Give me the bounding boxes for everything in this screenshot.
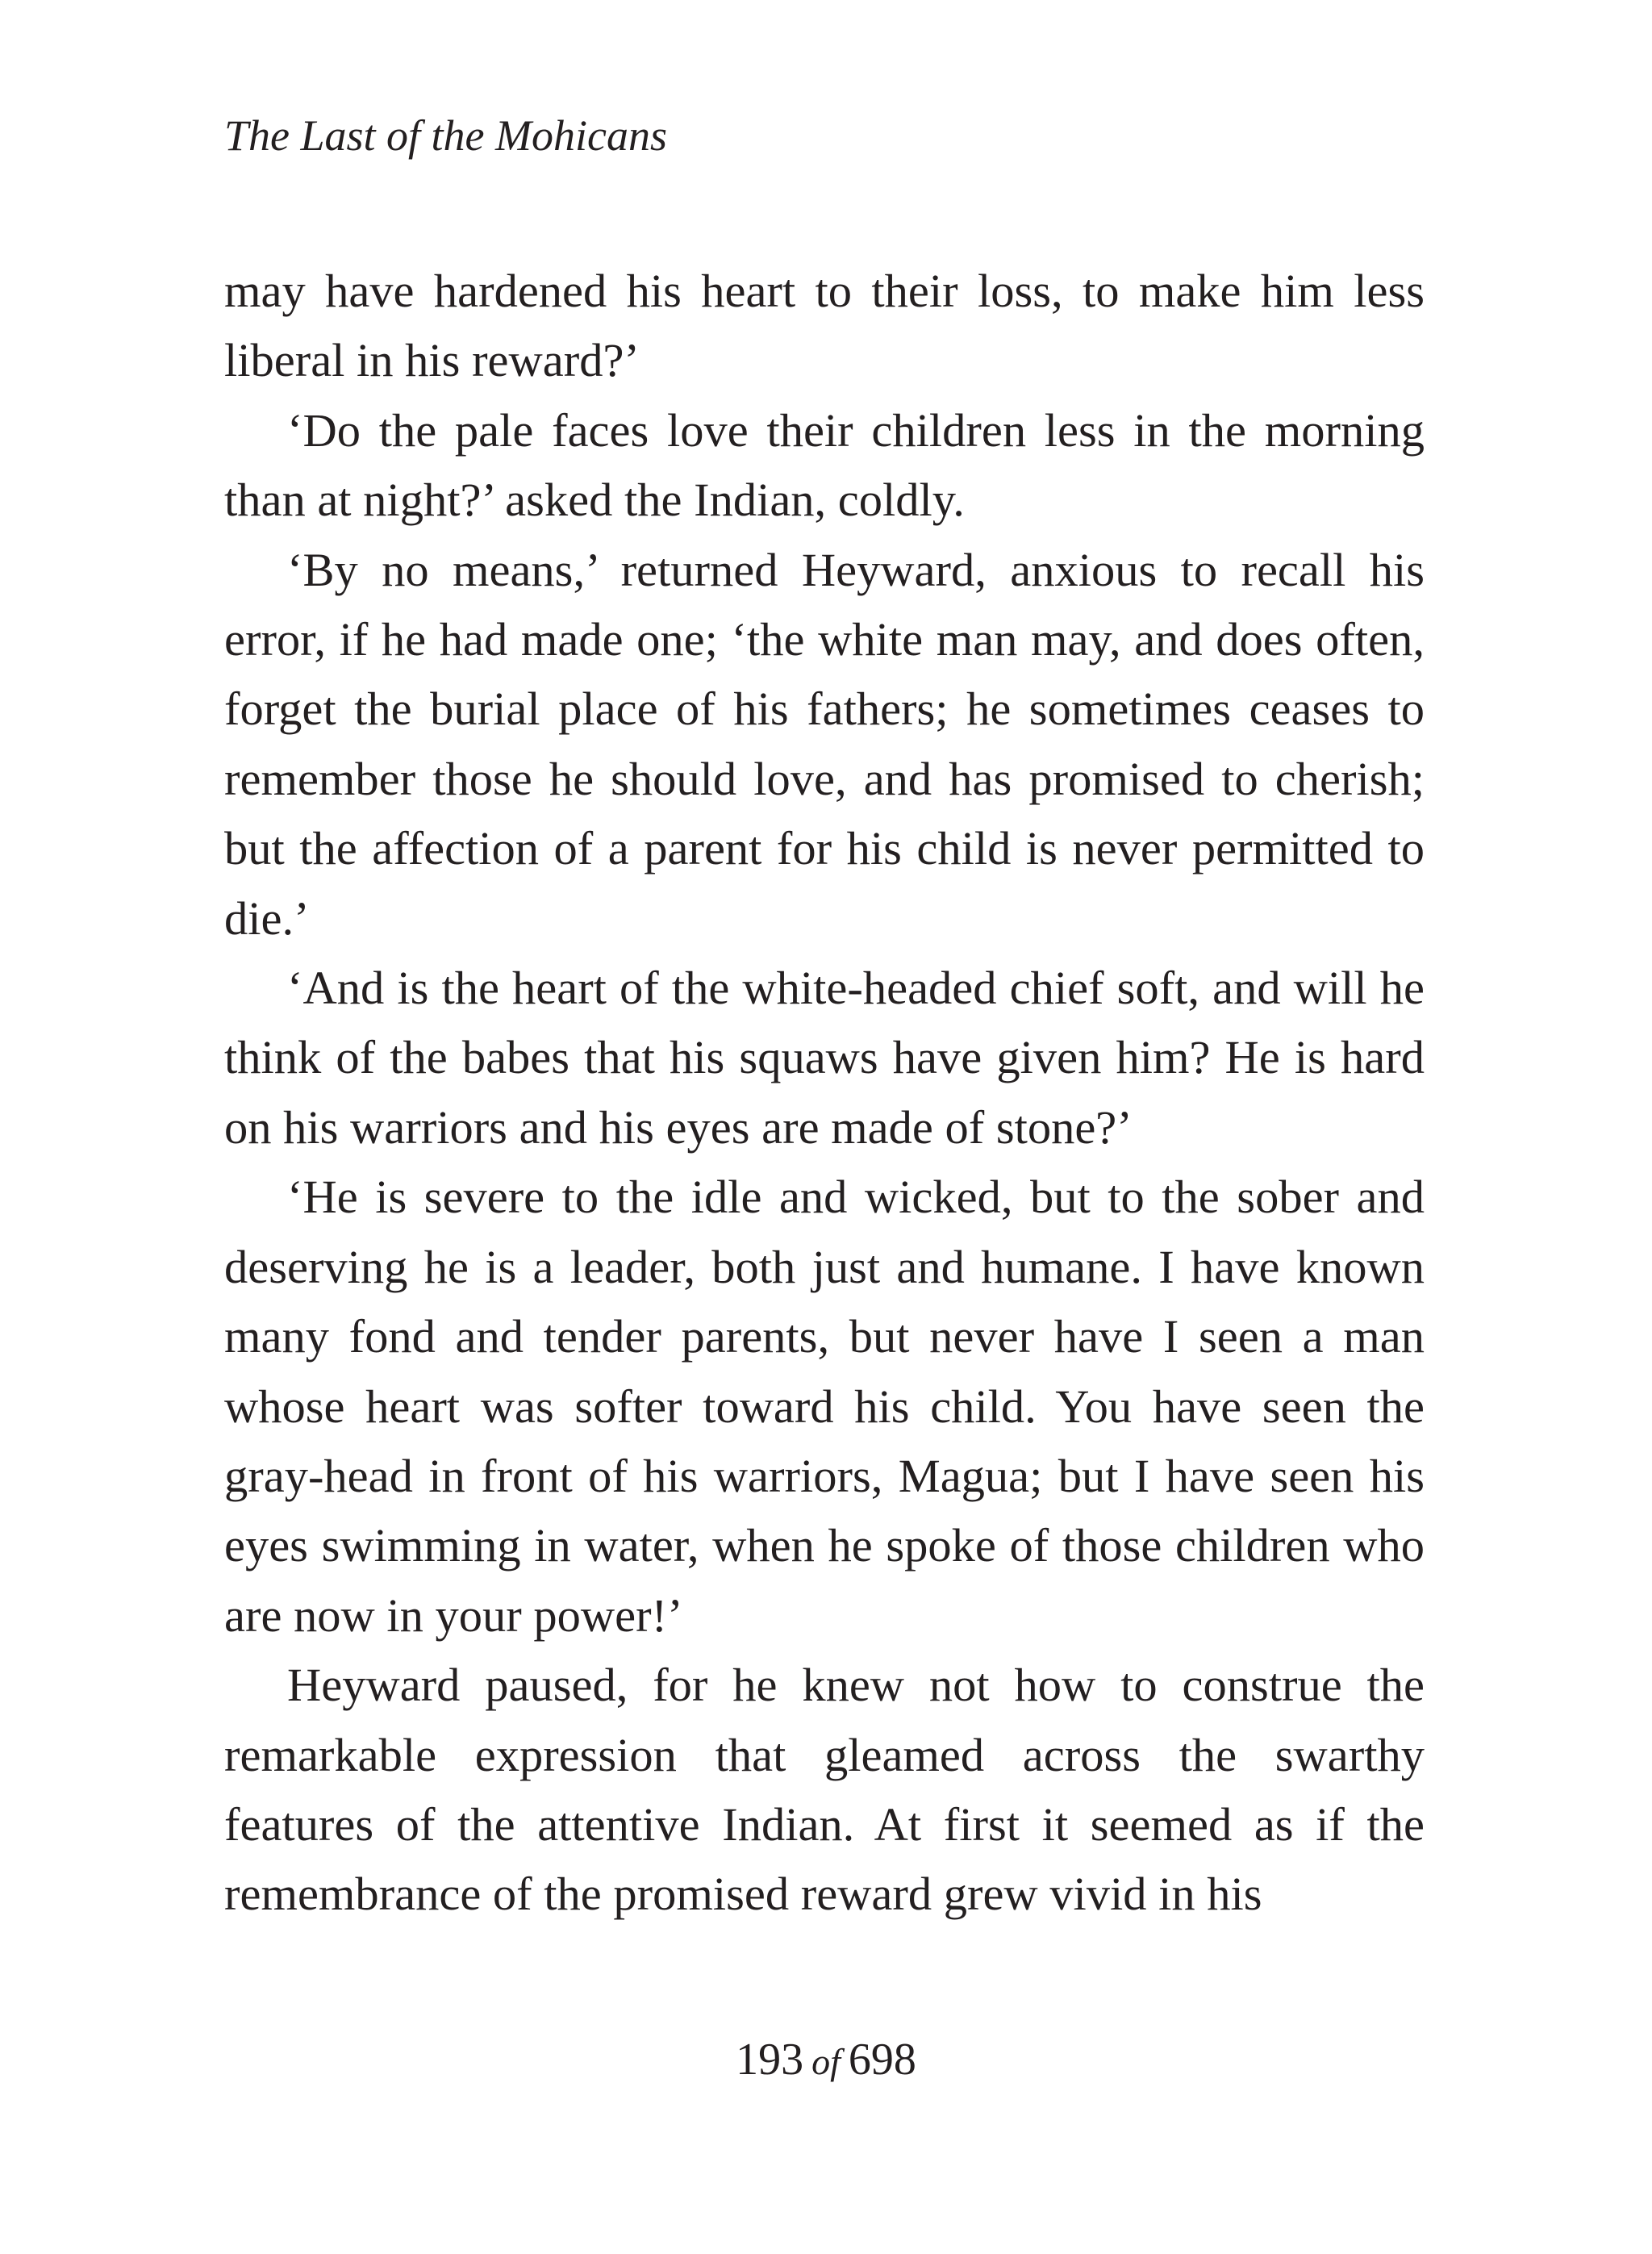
paragraph-4: ‘And is the heart of the white-headed chief soft, and will he think of the babes that his squaws have given him? He is hard on his warriors and his eyes are made of stone?’ [224, 962, 1425, 1154]
page-number-footer [0, 2031, 1652, 2090]
paragraph-3: ‘By no means,’ returned Heyward, anxious to recall his error, if he had made one; ‘the white man may, and does often, forget the burial place of his fathers; he sometimes ceases to remember those he should love, and has promised to cherish; but the affection of a parent for his child is never permitted to die.’ [224, 543, 1425, 945]
paragraph-6: Heyward paused, for he knew not how to construe the remarkable expression that gleamed across the swarthy features of the attentive Indian. At first it seemed as if the remembrance of the promised reward grew vivid in his [224, 1659, 1425, 1921]
paragraph-1: may have hardened his heart to their loss, to make him less liberal in his reward?’ [224, 265, 1425, 387]
running-header-title: The Last of the Mohicans [224, 111, 667, 160]
paragraph-2: ‘Do the pale faces love their children less in the morning than at night?’ asked the Indian, coldly. [224, 403, 1425, 527]
current-page-number: 193 [736, 2035, 804, 2085]
page-of-label: of [811, 2041, 841, 2082]
body-text [224, 257, 1425, 1930]
total-page-count: 698 [848, 2035, 916, 2085]
paragraph-5: ‘He is severe to the idle and wicked, but to the sober and deserving he is a leader, both just and humane. I have known many fond and tender parents, but never have I seen a man whose heart was softer toward his child. You have seen the gray-head in front of his warriors, Magua; but I have seen his eyes swimming in water, when he spoke of those children who are now in your power!’ [224, 1171, 1425, 1642]
